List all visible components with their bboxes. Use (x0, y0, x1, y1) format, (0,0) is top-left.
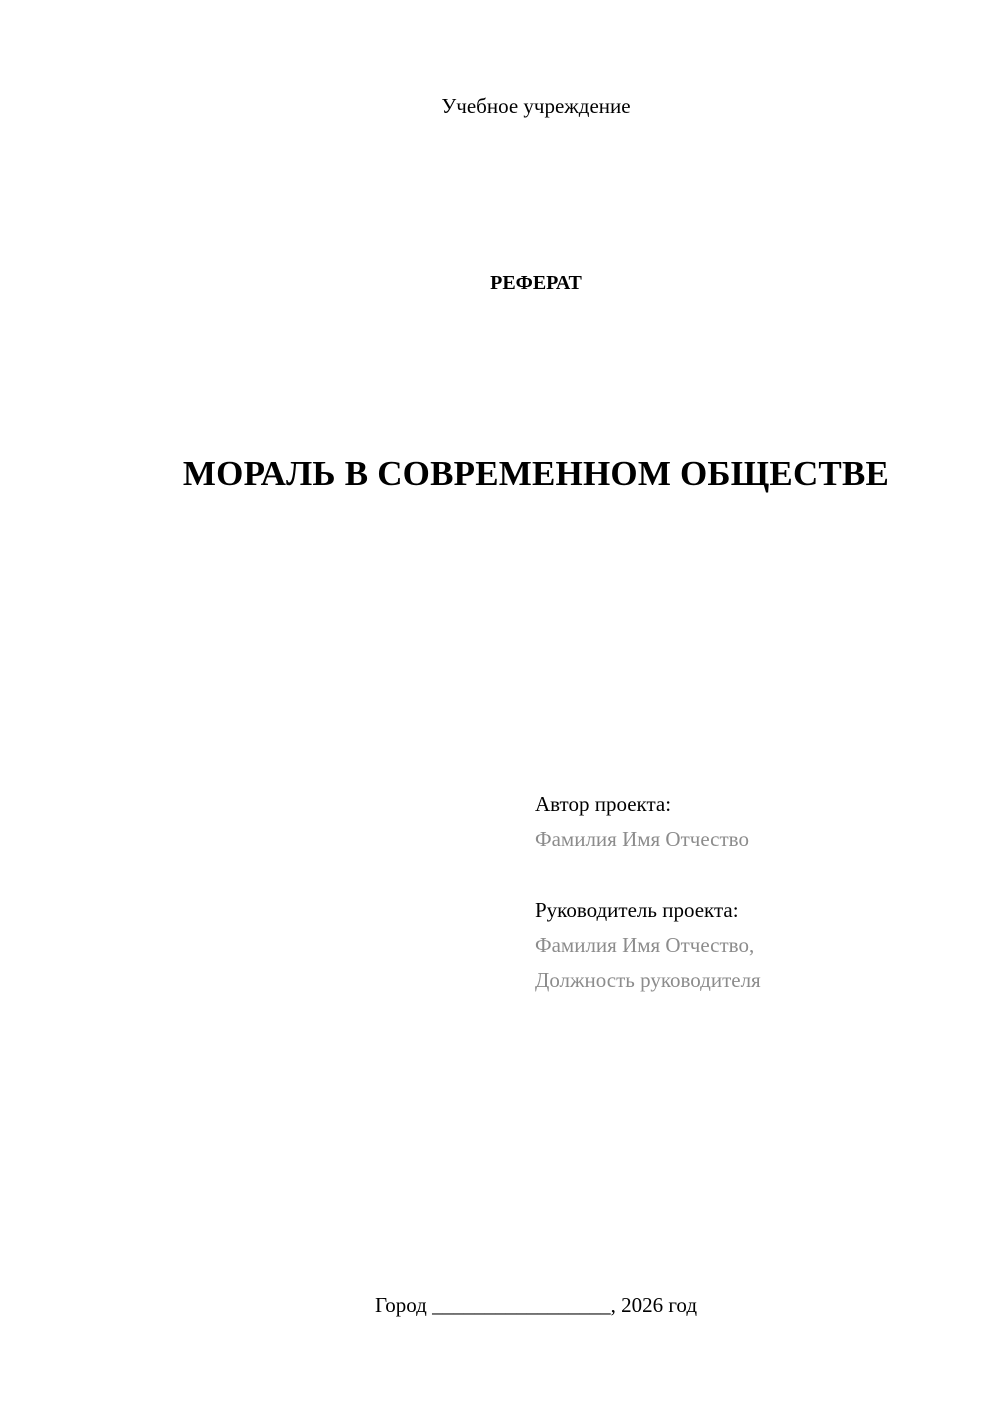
city-year-line (0, 1291, 1000, 1319)
document-type: РЕФЕРАТ (490, 272, 582, 294)
city-label: Город (374, 1293, 427, 1317)
author-label: Автор проекта: (535, 792, 672, 816)
year-text: , 2026 год (610, 1293, 698, 1317)
document-title: МОРАЛЬ В СОВРЕМЕННОМ ОБЩЕСТВЕ (182, 454, 890, 493)
city-blank: _________________ (432, 1293, 611, 1317)
supervisor-label: Руководитель проекта: (535, 898, 739, 922)
supervisor-position: Должность руководителя (535, 968, 761, 992)
credits-block (535, 787, 975, 998)
credits-spacer (535, 857, 975, 893)
author-name: Фамилия Имя Отчество (535, 827, 749, 851)
institution-name: Учебное учреждение (441, 94, 631, 118)
supervisor-name: Фамилия Имя Отчество, (535, 933, 755, 957)
